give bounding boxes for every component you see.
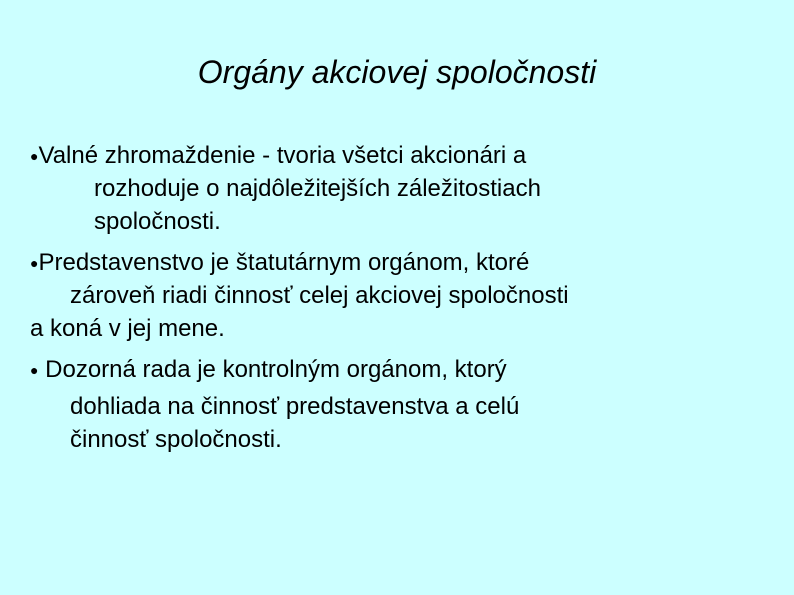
bullet-item-3-line-2: dohliada na činnosť predstavenstva a celú bbox=[70, 393, 520, 420]
bullet-item-3-line-1 bbox=[30, 355, 507, 385]
bullet-item-2-line-1 bbox=[30, 248, 529, 278]
bullet-icon: ● bbox=[30, 362, 39, 378]
bullet-icon: ● bbox=[30, 148, 39, 164]
bullet-item-1-line-1 bbox=[30, 141, 526, 171]
item-text: Predstavenstvo je štatutárnym orgánom, ktoré bbox=[38, 249, 530, 276]
bullet-item-2-line-2: zároveň riadi činnosť celej akciovej spoločnosti bbox=[70, 282, 569, 309]
bullet-item-3-line-3: činnosť spoločnosti. bbox=[70, 426, 282, 453]
bullet-item-2-line-3: a koná v jej mene. bbox=[30, 315, 225, 342]
item-text: Valné zhromaždenie - tvoria všetci akcionári a bbox=[38, 142, 527, 169]
bullet-item-1-line-3: spoločnosti. bbox=[94, 208, 221, 235]
bullet-icon: ● bbox=[30, 255, 39, 271]
item-text: Dozorná rada je kontrolným orgánom, ktorý bbox=[38, 356, 507, 383]
slide-title: Orgány akciovej spoločnosti bbox=[197, 54, 597, 90]
bullet-item-1-line-2: rozhoduje o najdôležitejších záležitostiach bbox=[94, 175, 541, 202]
